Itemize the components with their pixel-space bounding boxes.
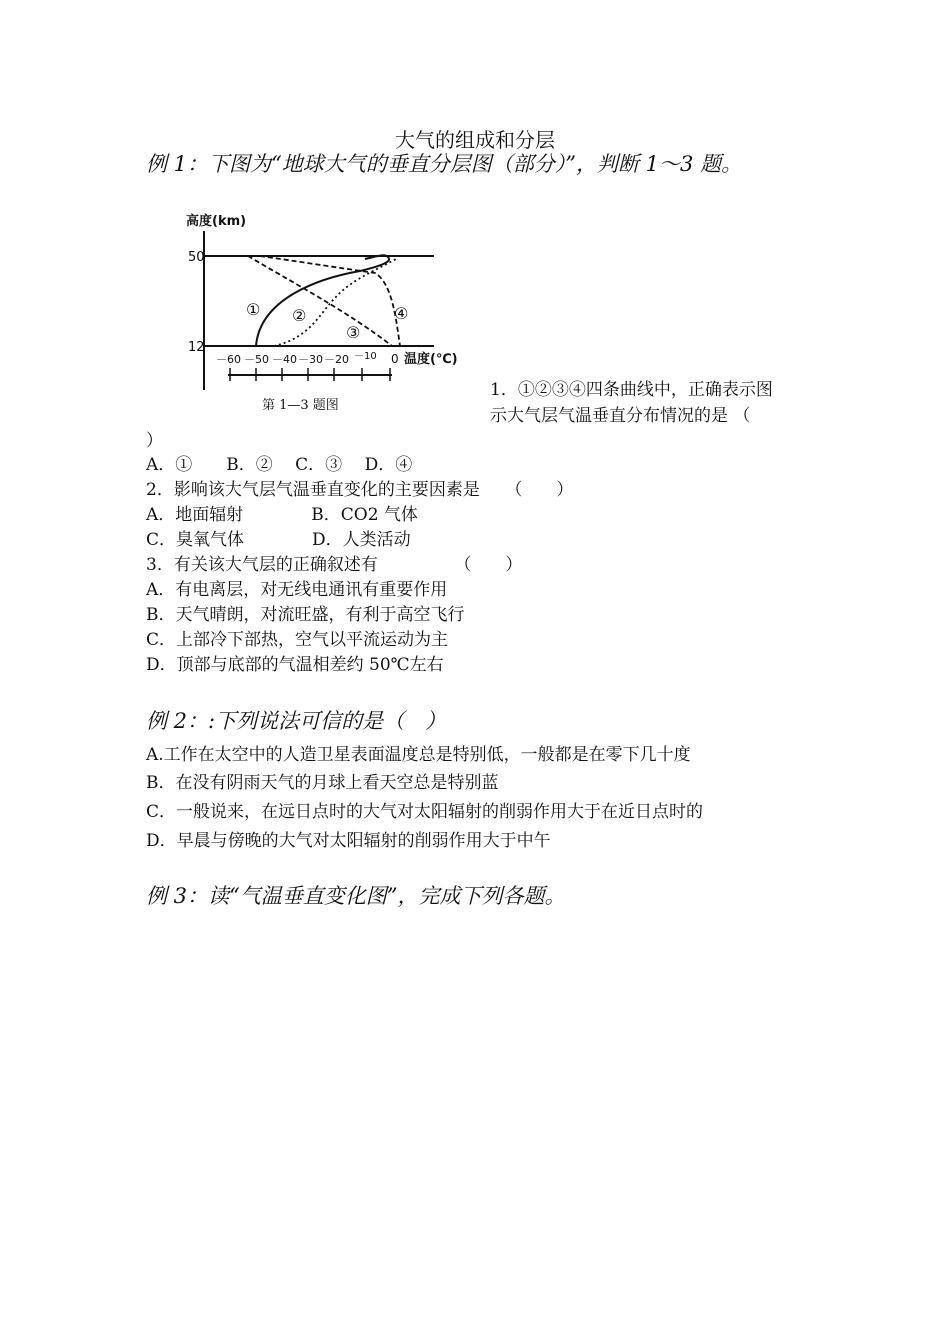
example2-option-c: C．一般说来，在远日点时的大气对太阳辐射的削弱作用大于在近日点时的 (146, 802, 704, 822)
q1-stem-line1: 1．①②③④四条曲线中，正确表示图 (490, 380, 773, 400)
q2-options-line2: C．臭氧气体 D．人类活动 (146, 530, 411, 550)
q3-option-a: A．有电离层，对无线电通讯有重要作用 (146, 580, 448, 600)
example2-option-d: D．早晨与傍晚的大气对太阳辐射的削弱作用大于中午 (146, 831, 551, 851)
q2-options-line1: A．地面辐射 B．CO2 气体 (146, 505, 418, 525)
x-tick-0: 0 (391, 352, 399, 366)
curve-2 (274, 259, 396, 346)
x-tick-minus10: －10 (354, 351, 377, 362)
x-tick-minus40: －40 (272, 353, 297, 366)
curve-label-3: ③ (346, 323, 361, 342)
curve-1 (256, 255, 389, 346)
page-title: 大气的组成和分层 (395, 128, 555, 152)
curve-label-1: ① (246, 300, 261, 319)
x-tick-minus50: －50 (244, 353, 269, 366)
example3-heading: 例 3：读“气温垂直变化图”，完成下列各题。 (146, 884, 566, 908)
q1-stem-line3: ） (146, 431, 163, 451)
example2-heading: 例 2：:下列说法可信的是（ ） (146, 709, 447, 733)
figure-caption: 第 1—3 题图 (262, 398, 339, 413)
curve-label-2: ② (292, 306, 307, 325)
q3-option-c: C．上部冷下部热，空气以平流运动为主 (146, 630, 449, 650)
q3-option-d: D．顶部与底部的气温相差约 50℃左右 (146, 655, 444, 675)
curve-3 (248, 256, 392, 346)
example1-heading: 例 1：下图为“地球大气的垂直分层图（部分）”，判断 1～3 题。 (146, 152, 743, 176)
example2-option-a: A.工作在太空中的人造卫星表面温度总是特别低，一般都是在零下几十度 (146, 745, 691, 765)
q1-options: A．① B．② C．③ D．④ (146, 455, 413, 475)
q1-stem-line2: 示大气层气温垂直分布情况的是 （ (490, 406, 751, 426)
x-axis-label: 温度(℃) (404, 352, 458, 367)
x-tick-minus20: －20 (324, 353, 349, 366)
example2-option-b: B．在没有阴雨天气的月球上看天空总是特别蓝 (146, 773, 499, 793)
y-axis-label: 高度(km) (186, 214, 247, 229)
y-tick-50: 50 (188, 250, 205, 265)
x-tick-minus60: －60 (216, 353, 241, 366)
y-tick-12: 12 (188, 340, 205, 355)
stratosphere-temperature-figure (170, 203, 470, 418)
q3-stem: 3．有关该大气层的正确叙述有 （ ） (146, 555, 523, 575)
x-tick-minus30: －30 (298, 353, 323, 366)
q2-stem: 2．影响该大气层气温垂直变化的主要因素是 （ ） (146, 480, 574, 500)
q3-option-b: B．天气晴朗，对流旺盛，有利于高空飞行 (146, 605, 465, 625)
curve-label-4: ④ (394, 304, 409, 323)
